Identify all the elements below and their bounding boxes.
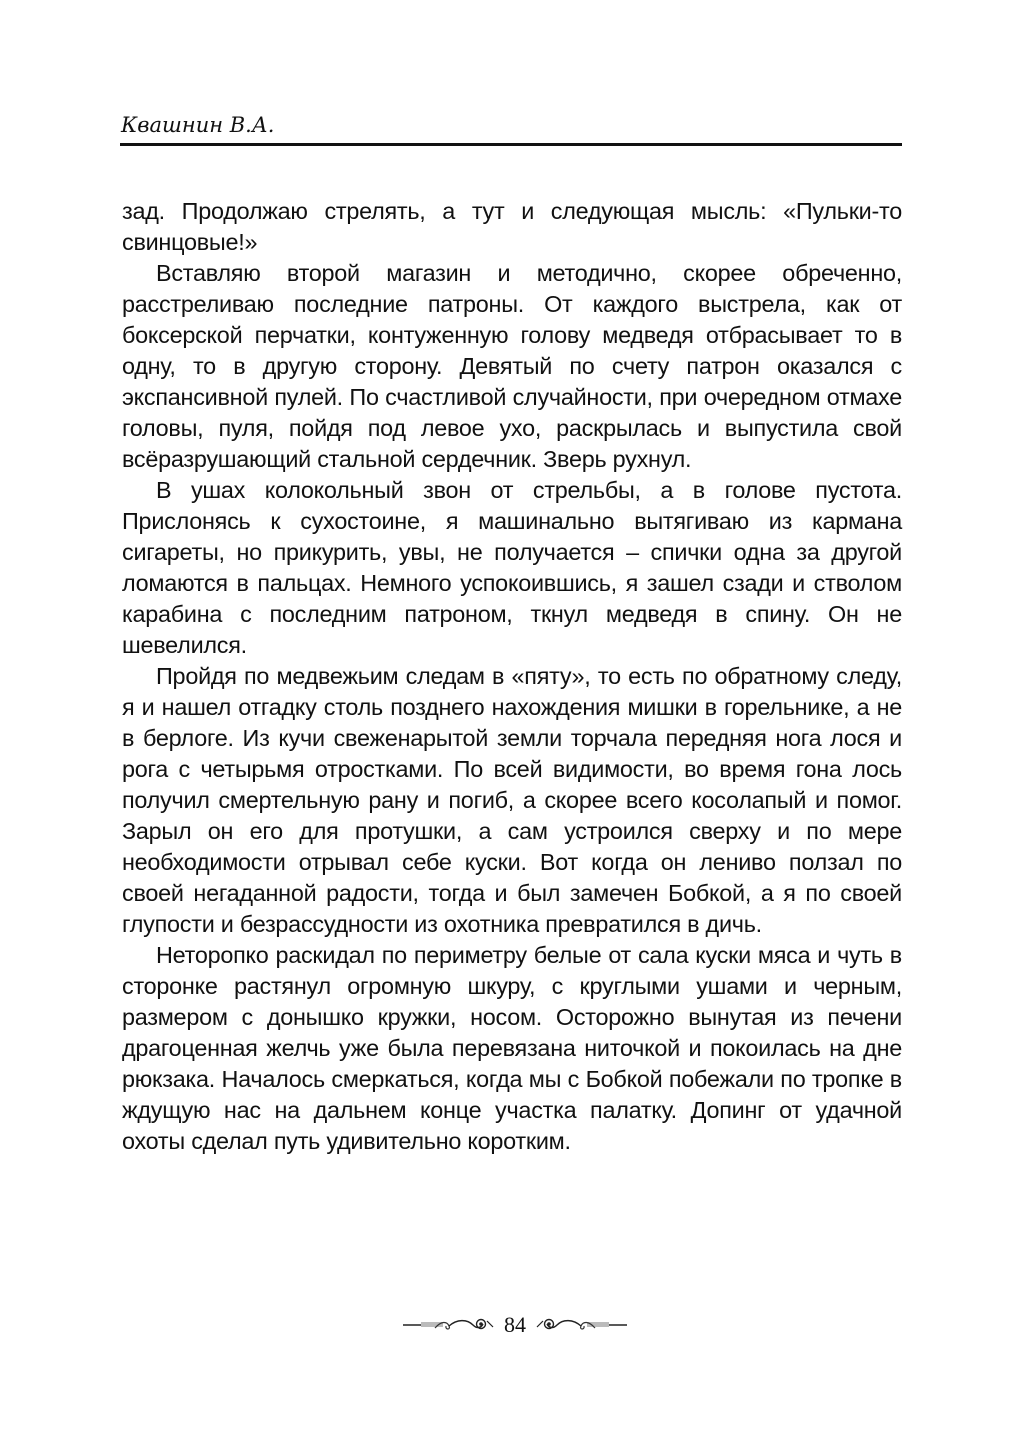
page-number: 84 (504, 1312, 526, 1337)
paragraph: Неторопко раскидал по периметру белые от сала куски мяса и чуть в сторонке растянул огромную шкуру, с круглыми ушами и черным, размером с донышко кружки, носом. Осторожно вынутая из печени драгоценная желчь уже была перевязана ниточкой и покоилась на дне рюкзака. Началось смеркаться, когда мы с Бобкой побежали по тропке в ждущую нас на дальнем конце участка палатку. Допинг от удачной охоты сделал путь удивительно коротким. (122, 942, 902, 1154)
header-rule (120, 143, 902, 146)
paragraph: Вставляю второй магазин и методично, скорее обреченно, расстреливаю последние патроны. От каждого выстрела, как от боксерской перчатки, контуженную голову медведя отбрасывает то в одну, то в другую сторону. Девятый по счету патрон оказался с экспансивной пулей. По счастливой случайности, при очередном отмахе головы, пуля, пойдя под левое ухо, раскрылась и выпустила свой всёразрушающий стальной сердечник. Зверь рухнул. (122, 260, 902, 472)
page-footer (390, 1308, 640, 1342)
paragraph: зад. Продолжаю стрелять, а тут и следующая мысль: «Пульки-то свинцовые!» (122, 198, 902, 255)
floral-ornament-right-icon (534, 1315, 629, 1335)
floral-ornament-left-icon (401, 1315, 496, 1335)
page-header (120, 110, 902, 146)
running-head-author: Квашнин В.А. (121, 113, 275, 137)
body-text (122, 196, 902, 1157)
paragraph: Пройдя по медвежьим следам в «пяту», то есть по обратному следу, я и нашел отгадку столь позднего нахождения мишки в горельнике, а не в берлоге. Из кучи свеженарытой земли торчала передняя нога лося и рога с четырьмя отростками. По всей видимости, во время гона лось получил смертельную рану и погиб, а скорее всего косолапый и помог. Зарыл он его для протушки, а сам устроился сверху и по мере необходимости отрывал себе куски. Вот когда он лениво ползал по своей негаданной радости, тогда и был замечен Бобкой, а я по своей глупости и безрассудности из охотника превратился в дичь. (122, 663, 902, 937)
paragraph: В ушах колокольный звон от стрельбы, а в голове пустота. Прислонясь к сухостоине, я машинально вытягиваю из кармана сигареты, но прикурить, увы, не получается – спички одна за другой ломаются в пальцах. Немного успокоившись, я зашел сзади и стволом карабина с последним патроном, ткнул медведя в спину. Он не шевелился. (122, 477, 902, 658)
